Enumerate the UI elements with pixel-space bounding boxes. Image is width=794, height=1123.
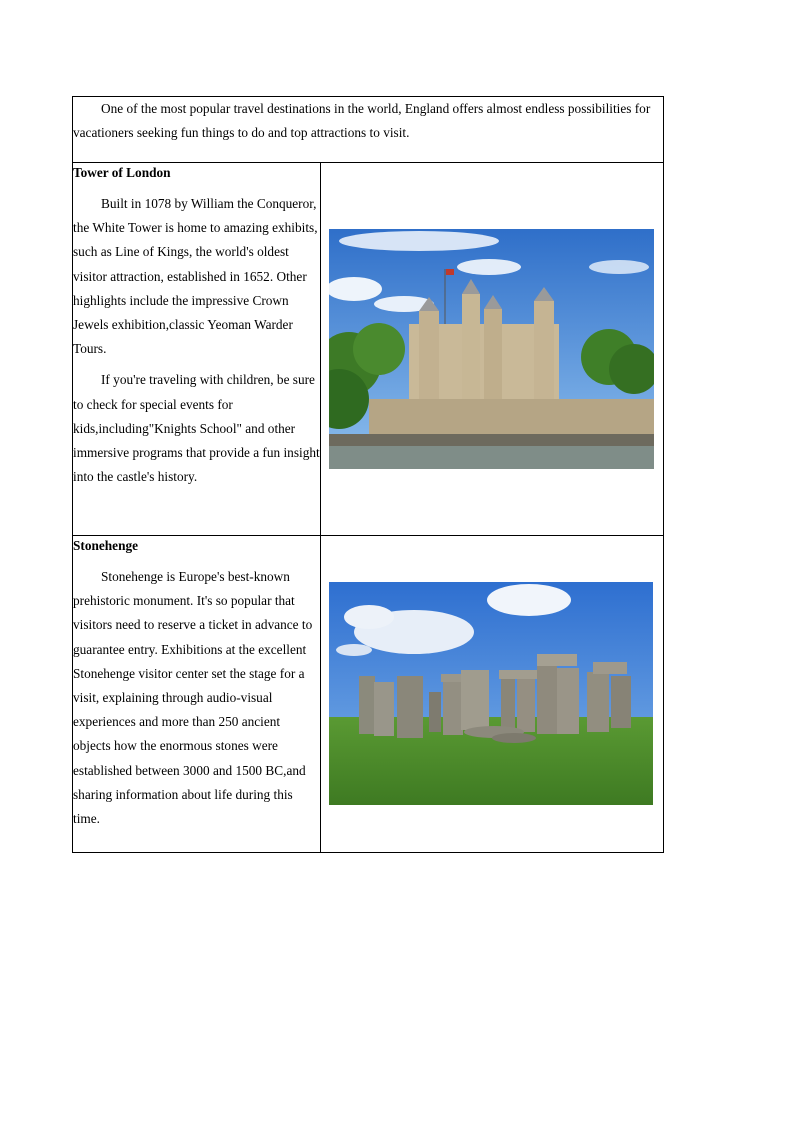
- section-title-stonehenge: Stonehenge: [73, 538, 139, 553]
- intro-row: [73, 97, 664, 163]
- stonehenge-image-cell: [321, 536, 664, 853]
- tower-paragraph-2: If you're traveling with children, be sure to check for special events for kids,including"Knights School" and other immersive programs that provide a fun insight into the castle's history.: [73, 372, 320, 485]
- intro-paragraph: One of the most popular travel destinations in the world, England offers almost endless possibilities for vacationers seeking fun things to do and top attractions to visit.: [73, 101, 651, 140]
- stonehenge-photo: [329, 582, 654, 805]
- section-row-tower: [73, 163, 664, 536]
- tower-image-cell: [321, 163, 664, 536]
- intro-cell: [73, 97, 664, 163]
- tower-text-cell: [73, 163, 321, 536]
- content-table: [72, 96, 664, 853]
- stonehenge-paragraph-1: Stonehenge is Europe's best-known prehistoric monument. It's so popular that visitors need to reserve a ticket in advance to guarantee entry. Exhibitions at the excellent Stonehenge visitor center set the stage for a visit, explaining through audio-visual experiences and more than 250 ancient objects how the enormous stones were established between 3000 and 1500 BC,and sharing information about life during this time.: [73, 569, 313, 827]
- section-row-stonehenge: [73, 536, 664, 853]
- tower-of-london-photo: [329, 229, 654, 469]
- section-title-tower: Tower of London: [73, 165, 171, 180]
- stonehenge-text-cell: [73, 536, 321, 853]
- tower-paragraph-1: Built in 1078 by William the Conqueror, the White Tower is home to amazing exhibits, such as Line of Kings, the world's oldest visitor attraction, established in 1652. Other highlights include the impressive Crown Jewels exhibition,classic Yeoman Warder Tours.: [73, 196, 318, 357]
